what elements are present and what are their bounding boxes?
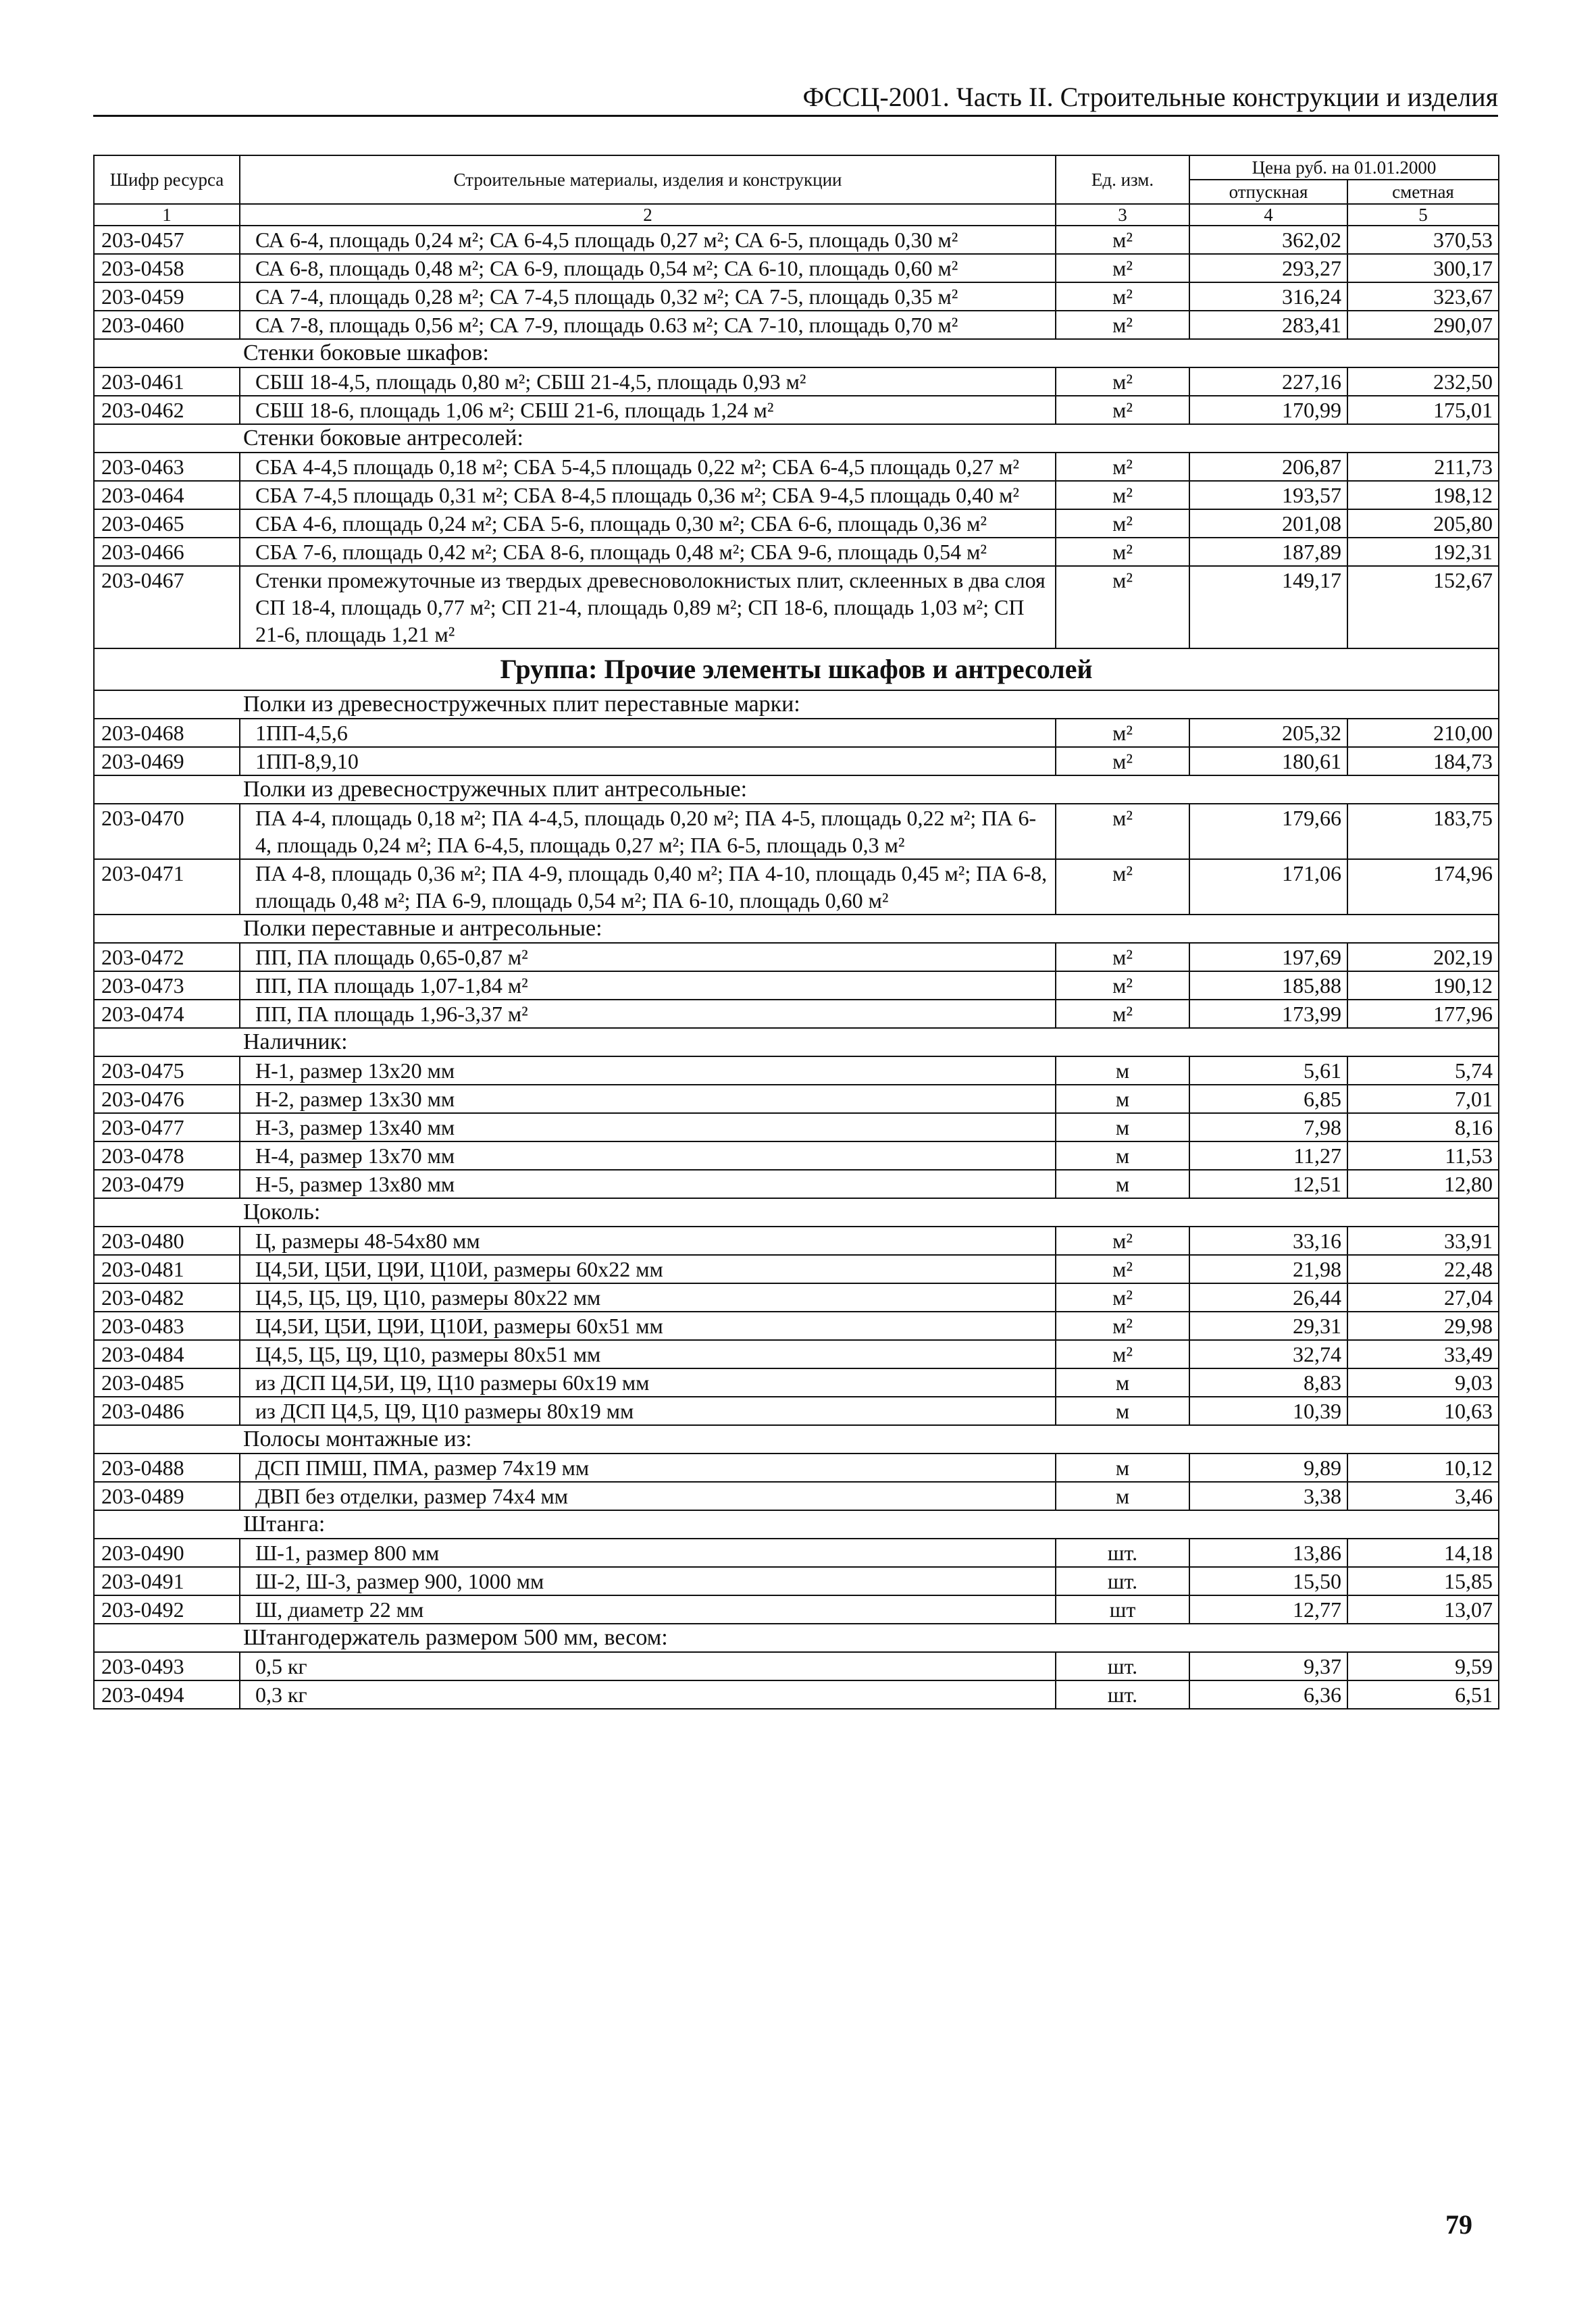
release-price: 316,24 (1189, 282, 1347, 311)
item-name: 0,5 кг (240, 1652, 1056, 1680)
table-row (94, 747, 1499, 775)
table-row (94, 1368, 1499, 1397)
estimate-price: 152,67 (1347, 566, 1499, 648)
unit: м (1056, 1482, 1189, 1510)
table-row (94, 1482, 1499, 1510)
release-price: 21,98 (1189, 1255, 1347, 1283)
estimate-price: 27,04 (1347, 1283, 1499, 1312)
unit: м (1056, 1454, 1189, 1482)
estimate-price: 6,51 (1347, 1680, 1499, 1709)
release-price: 180,61 (1189, 747, 1347, 775)
item-name: из ДСП Ц4,5И, Ц9, Ц10 размеры 60х19 мм (240, 1368, 1056, 1397)
estimate-price: 232,50 (1347, 367, 1499, 396)
item-name: Н-2, размер 13х30 мм (240, 1085, 1056, 1113)
table-row (94, 311, 1499, 339)
table-row (94, 1056, 1499, 1085)
resource-code: 203-0494 (94, 1680, 240, 1709)
estimate-price: 10,63 (1347, 1397, 1499, 1425)
page-header: ФССЦ-2001. Часть II. Строительные конструкции и изделия (802, 82, 1498, 112)
item-name: Ц, размеры 48-54х80 мм (240, 1227, 1056, 1255)
item-name: 1ПП-8,9,10 (240, 747, 1056, 775)
estimate-price: 198,12 (1347, 481, 1499, 509)
resource-code: 203-0493 (94, 1652, 240, 1680)
section-heading: Цоколь: (94, 1198, 1499, 1227)
estimate-price: 184,73 (1347, 747, 1499, 775)
resource-code: 203-0492 (94, 1595, 240, 1624)
estimate-price: 10,12 (1347, 1454, 1499, 1482)
page-number: 79 (1445, 2209, 1472, 2240)
item-name: СБШ 18-6, площадь 1,06 м²; СБШ 21-6, площадь 1,24 м² (240, 396, 1056, 424)
table-row (94, 254, 1499, 282)
resource-code: 203-0486 (94, 1397, 240, 1425)
unit: м (1056, 1085, 1189, 1113)
column-header-unit: Ед. изм. (1056, 155, 1189, 204)
unit: м² (1056, 747, 1189, 775)
unit: шт. (1056, 1652, 1189, 1680)
release-price: 9,37 (1189, 1652, 1347, 1680)
resource-code: 203-0475 (94, 1056, 240, 1085)
release-price: 6,85 (1189, 1085, 1347, 1113)
estimate-price: 29,98 (1347, 1312, 1499, 1340)
table-row (94, 971, 1499, 1000)
unit: м² (1056, 509, 1189, 538)
resource-code: 203-0479 (94, 1170, 240, 1198)
section-heading: Стенки боковые шкафов: (94, 339, 1499, 367)
header-rule (93, 115, 1498, 117)
item-name: Ш-2, Ш-3, размер 900, 1000 мм (240, 1567, 1056, 1595)
section-row (94, 1510, 1499, 1539)
item-name: Ц4,5, Ц5, Ц9, Ц10, размеры 80х51 мм (240, 1340, 1056, 1368)
table-row (94, 367, 1499, 396)
item-name: СА 7-8, площадь 0,56 м²; СА 7-9, площадь 0.63 м²; СА 7-10, площадь 0,70 м² (240, 311, 1056, 339)
unit: шт (1056, 1595, 1189, 1624)
section-heading: Полосы монтажные из: (94, 1425, 1499, 1454)
section-heading: Штанга: (94, 1510, 1499, 1539)
unit: м (1056, 1113, 1189, 1141)
release-price: 201,08 (1189, 509, 1347, 538)
resource-code: 203-0489 (94, 1482, 240, 1510)
release-price: 187,89 (1189, 538, 1347, 566)
section-heading: Полки из древесностружечных плит антресольные: (94, 775, 1499, 804)
unit: м² (1056, 1283, 1189, 1312)
table-row (94, 1652, 1499, 1680)
table-row (94, 804, 1499, 859)
table-row (94, 1567, 1499, 1595)
column-number: 5 (1347, 204, 1499, 226)
table-row (94, 719, 1499, 747)
item-name: Ш, диаметр 22 мм (240, 1595, 1056, 1624)
estimate-price: 15,85 (1347, 1567, 1499, 1595)
release-price: 12,51 (1189, 1170, 1347, 1198)
release-price: 206,87 (1189, 453, 1347, 481)
release-price: 32,74 (1189, 1340, 1347, 1368)
resource-code: 203-0477 (94, 1113, 240, 1141)
section-row (94, 339, 1499, 367)
table-row (94, 1113, 1499, 1141)
unit: м (1056, 1056, 1189, 1085)
table-row (94, 1085, 1499, 1113)
item-name: ПА 4-8, площадь 0,36 м²; ПА 4-9, площадь 0,40 м²; ПА 4-10, площадь 0,45 м²; ПА 6-8, площадь 0,48 м²; ПА 6-9, площадь 0,54 м²; ПА 6-10, площадь 0,60 м² (240, 859, 1056, 915)
release-price: 205,32 (1189, 719, 1347, 747)
unit: м² (1056, 254, 1189, 282)
resource-code: 203-0459 (94, 282, 240, 311)
release-price: 12,77 (1189, 1595, 1347, 1624)
release-price: 179,66 (1189, 804, 1347, 859)
estimate-price: 300,17 (1347, 254, 1499, 282)
release-price: 9,89 (1189, 1454, 1347, 1482)
estimate-price: 3,46 (1347, 1482, 1499, 1510)
resource-code: 203-0485 (94, 1368, 240, 1397)
unit: м (1056, 1397, 1189, 1425)
resource-code: 203-0457 (94, 226, 240, 254)
table-row (94, 943, 1499, 971)
estimate-price: 22,48 (1347, 1255, 1499, 1283)
table-row (94, 1000, 1499, 1028)
table-row (94, 1680, 1499, 1709)
table-row (94, 1454, 1499, 1482)
estimate-price: 12,80 (1347, 1170, 1499, 1198)
release-price: 170,99 (1189, 396, 1347, 424)
item-name: СА 6-8, площадь 0,48 м²; СА 6-9, площадь 0,54 м²; СА 6-10, площадь 0,60 м² (240, 254, 1056, 282)
resource-code: 203-0484 (94, 1340, 240, 1368)
column-header-code: Шифр ресурса (94, 155, 240, 204)
release-price: 15,50 (1189, 1567, 1347, 1595)
resource-code: 203-0490 (94, 1539, 240, 1567)
release-price: 11,27 (1189, 1141, 1347, 1170)
release-price: 29,31 (1189, 1312, 1347, 1340)
resource-code: 203-0462 (94, 396, 240, 424)
resource-code: 203-0478 (94, 1141, 240, 1170)
table-row (94, 453, 1499, 481)
item-name: Ц4,5, Ц5, Ц9, Ц10, размеры 80х22 мм (240, 1283, 1056, 1312)
unit: м² (1056, 1000, 1189, 1028)
unit: м (1056, 1141, 1189, 1170)
release-price: 185,88 (1189, 971, 1347, 1000)
resource-code: 203-0460 (94, 311, 240, 339)
item-name: СБА 4-6, площадь 0,24 м²; СБА 5-6, площадь 0,30 м²; СБА 6-6, площадь 0,36 м² (240, 509, 1056, 538)
table-row (94, 1312, 1499, 1340)
item-name: ПА 4-4, площадь 0,18 м²; ПА 4-4,5, площадь 0,20 м²; ПА 4-5, площадь 0,22 м²; ПА 6-4, площадь 0,24 м²; ПА 6-4,5, площадь 0,27 м²; ПА 6-5, площадь 0,3 м² (240, 804, 1056, 859)
unit: м² (1056, 1227, 1189, 1255)
resource-code: 203-0474 (94, 1000, 240, 1028)
item-name: Н-5, размер 13х80 мм (240, 1170, 1056, 1198)
table-row (94, 481, 1499, 509)
resource-code: 203-0472 (94, 943, 240, 971)
estimate-price: 14,18 (1347, 1539, 1499, 1567)
column-number: 2 (240, 204, 1056, 226)
resource-code: 203-0481 (94, 1255, 240, 1283)
resource-code: 203-0476 (94, 1085, 240, 1113)
estimate-price: 177,96 (1347, 1000, 1499, 1028)
resource-code: 203-0470 (94, 804, 240, 859)
section-heading: Полки из древесностружечных плит переставные марки: (94, 690, 1499, 719)
unit: м² (1056, 453, 1189, 481)
resource-code: 203-0466 (94, 538, 240, 566)
item-name: 1ПП-4,5,6 (240, 719, 1056, 747)
unit: м² (1056, 1312, 1189, 1340)
item-name: ДВП без отделки, размер 74х4 мм (240, 1482, 1056, 1510)
item-name: Ц4,5И, Ц5И, Ц9И, Ц10И, размеры 60х22 мм (240, 1255, 1056, 1283)
estimate-price: 205,80 (1347, 509, 1499, 538)
release-price: 193,57 (1189, 481, 1347, 509)
resource-code: 203-0480 (94, 1227, 240, 1255)
price-table (93, 155, 1499, 1709)
release-price: 197,69 (1189, 943, 1347, 971)
item-name: Н-1, размер 13х20 мм (240, 1056, 1056, 1085)
unit: м² (1056, 1255, 1189, 1283)
estimate-price: 211,73 (1347, 453, 1499, 481)
table-row (94, 538, 1499, 566)
release-price: 10,39 (1189, 1397, 1347, 1425)
estimate-price: 5,74 (1347, 1056, 1499, 1085)
unit: м (1056, 1368, 1189, 1397)
unit: м² (1056, 859, 1189, 915)
table-row (94, 396, 1499, 424)
item-name: СБА 7-4,5 площадь 0,31 м²; СБА 8-4,5 площадь 0,36 м²; СБА 9-4,5 площадь 0,40 м² (240, 481, 1056, 509)
release-price: 3,38 (1189, 1482, 1347, 1510)
release-price: 171,06 (1189, 859, 1347, 915)
unit: м² (1056, 396, 1189, 424)
estimate-price: 190,12 (1347, 971, 1499, 1000)
release-price: 8,83 (1189, 1368, 1347, 1397)
item-name: ПП, ПА площадь 1,96-3,37 м² (240, 1000, 1056, 1028)
release-price: 7,98 (1189, 1113, 1347, 1141)
release-price: 26,44 (1189, 1283, 1347, 1312)
estimate-price: 33,91 (1347, 1227, 1499, 1255)
group-row (94, 648, 1499, 690)
section-row (94, 1198, 1499, 1227)
release-price: 293,27 (1189, 254, 1347, 282)
estimate-price: 370,53 (1347, 226, 1499, 254)
estimate-price: 7,01 (1347, 1085, 1499, 1113)
table-row (94, 1141, 1499, 1170)
section-row (94, 690, 1499, 719)
table-body (94, 226, 1499, 1709)
unit: м² (1056, 367, 1189, 396)
item-name: ПП, ПА площадь 0,65-0,87 м² (240, 943, 1056, 971)
group-heading: Группа: Прочие элементы шкафов и антресолей (94, 648, 1499, 690)
estimate-price: 33,49 (1347, 1340, 1499, 1368)
item-name: СБА 4-4,5 площадь 0,18 м²; СБА 5-4,5 площадь 0,22 м²; СБА 6-4,5 площадь 0,27 м² (240, 453, 1056, 481)
section-heading: Полки переставные и антресольные: (94, 915, 1499, 943)
section-row (94, 915, 1499, 943)
estimate-price: 202,19 (1347, 943, 1499, 971)
column-header-price: Цена руб. на 01.01.2000 (1189, 155, 1499, 180)
resource-code: 203-0463 (94, 453, 240, 481)
unit: м² (1056, 566, 1189, 648)
table-row (94, 1283, 1499, 1312)
unit: шт. (1056, 1680, 1189, 1709)
table-row (94, 1397, 1499, 1425)
column-header-estimate: сметная (1347, 180, 1499, 204)
release-price: 362,02 (1189, 226, 1347, 254)
resource-code: 203-0468 (94, 719, 240, 747)
column-header-name: Строительные материалы, изделия и конструкции (240, 155, 1056, 204)
release-price: 13,86 (1189, 1539, 1347, 1567)
column-number: 4 (1189, 204, 1347, 226)
table-row (94, 509, 1499, 538)
resource-code: 203-0483 (94, 1312, 240, 1340)
item-name: 0,3 кг (240, 1680, 1056, 1709)
unit: м² (1056, 943, 1189, 971)
item-name: СБШ 18-4,5, площадь 0,80 м²; СБШ 21-4,5, площадь 0,93 м² (240, 367, 1056, 396)
unit: м² (1056, 971, 1189, 1000)
table-row (94, 1170, 1499, 1198)
estimate-price: 9,03 (1347, 1368, 1499, 1397)
unit: м² (1056, 719, 1189, 747)
section-row (94, 424, 1499, 453)
item-name: из ДСП Ц4,5, Ц9, Ц10 размеры 80х19 мм (240, 1397, 1056, 1425)
item-name: СА 6-4, площадь 0,24 м²; СА 6-4,5 площадь 0,27 м²; СА 6-5, площадь 0,30 м² (240, 226, 1056, 254)
item-name: Н-4, размер 13х70 мм (240, 1141, 1056, 1170)
estimate-price: 210,00 (1347, 719, 1499, 747)
column-number: 3 (1056, 204, 1189, 226)
table-row (94, 1595, 1499, 1624)
estimate-price: 13,07 (1347, 1595, 1499, 1624)
table-row (94, 566, 1499, 648)
table-row (94, 1539, 1499, 1567)
unit: м² (1056, 282, 1189, 311)
release-price: 6,36 (1189, 1680, 1347, 1709)
estimate-price: 192,31 (1347, 538, 1499, 566)
unit: м² (1056, 538, 1189, 566)
table-row (94, 1255, 1499, 1283)
unit: шт. (1056, 1539, 1189, 1567)
section-row (94, 1028, 1499, 1056)
section-row (94, 1425, 1499, 1454)
unit: шт. (1056, 1567, 1189, 1595)
table-row (94, 1227, 1499, 1255)
item-name: Стенки промежуточные из твердых древесноволокнистых плит, склеенных в два слоя СП 18-4, площадь 0,77 м²; СП 21-4, площадь 0,89 м²; СП 18-6, площадь 1,03 м²; СП 21-6, площадь 1,21 м² (240, 566, 1056, 648)
item-name: СБА 7-6, площадь 0,42 м²; СБА 8-6, площадь 0,48 м²; СБА 9-6, площадь 0,54 м² (240, 538, 1056, 566)
resource-code: 203-0458 (94, 254, 240, 282)
resource-code: 203-0491 (94, 1567, 240, 1595)
section-heading: Стенки боковые антресолей: (94, 424, 1499, 453)
release-price: 173,99 (1189, 1000, 1347, 1028)
item-name: ДСП ПМШ, ПМА, размер 74х19 мм (240, 1454, 1056, 1482)
estimate-price: 175,01 (1347, 396, 1499, 424)
table-row (94, 282, 1499, 311)
section-row (94, 775, 1499, 804)
estimate-price: 183,75 (1347, 804, 1499, 859)
estimate-price: 9,59 (1347, 1652, 1499, 1680)
section-heading: Штангодержатель размером 500 мм, весом: (94, 1624, 1499, 1652)
release-price: 227,16 (1189, 367, 1347, 396)
resource-code: 203-0488 (94, 1454, 240, 1482)
section-row (94, 1624, 1499, 1652)
unit: м² (1056, 311, 1189, 339)
item-name: ПП, ПА площадь 1,07-1,84 м² (240, 971, 1056, 1000)
resource-code: 203-0464 (94, 481, 240, 509)
table-row (94, 226, 1499, 254)
table-row (94, 1340, 1499, 1368)
resource-code: 203-0469 (94, 747, 240, 775)
release-price: 149,17 (1189, 566, 1347, 648)
estimate-price: 11,53 (1347, 1141, 1499, 1170)
item-name: Ц4,5И, Ц5И, Ц9И, Ц10И, размеры 60х51 мм (240, 1312, 1056, 1340)
resource-code: 203-0482 (94, 1283, 240, 1312)
unit: м² (1056, 481, 1189, 509)
item-name: Н-3, размер 13х40 мм (240, 1113, 1056, 1141)
release-price: 5,61 (1189, 1056, 1347, 1085)
estimate-price: 174,96 (1347, 859, 1499, 915)
column-header-release: отпускная (1189, 180, 1347, 204)
resource-code: 203-0465 (94, 509, 240, 538)
estimate-price: 323,67 (1347, 282, 1499, 311)
item-name: Ш-1, размер 800 мм (240, 1539, 1056, 1567)
release-price: 283,41 (1189, 311, 1347, 339)
resource-code: 203-0461 (94, 367, 240, 396)
item-name: СА 7-4, площадь 0,28 м²; СА 7-4,5 площадь 0,32 м²; СА 7-5, площадь 0,35 м² (240, 282, 1056, 311)
estimate-price: 290,07 (1347, 311, 1499, 339)
unit: м (1056, 1170, 1189, 1198)
unit: м² (1056, 226, 1189, 254)
table-row (94, 859, 1499, 915)
column-number: 1 (94, 204, 240, 226)
unit: м² (1056, 804, 1189, 859)
section-heading: Наличник: (94, 1028, 1499, 1056)
resource-code: 203-0473 (94, 971, 240, 1000)
resource-code: 203-0467 (94, 566, 240, 648)
unit: м² (1056, 1340, 1189, 1368)
release-price: 33,16 (1189, 1227, 1347, 1255)
estimate-price: 8,16 (1347, 1113, 1499, 1141)
resource-code: 203-0471 (94, 859, 240, 915)
